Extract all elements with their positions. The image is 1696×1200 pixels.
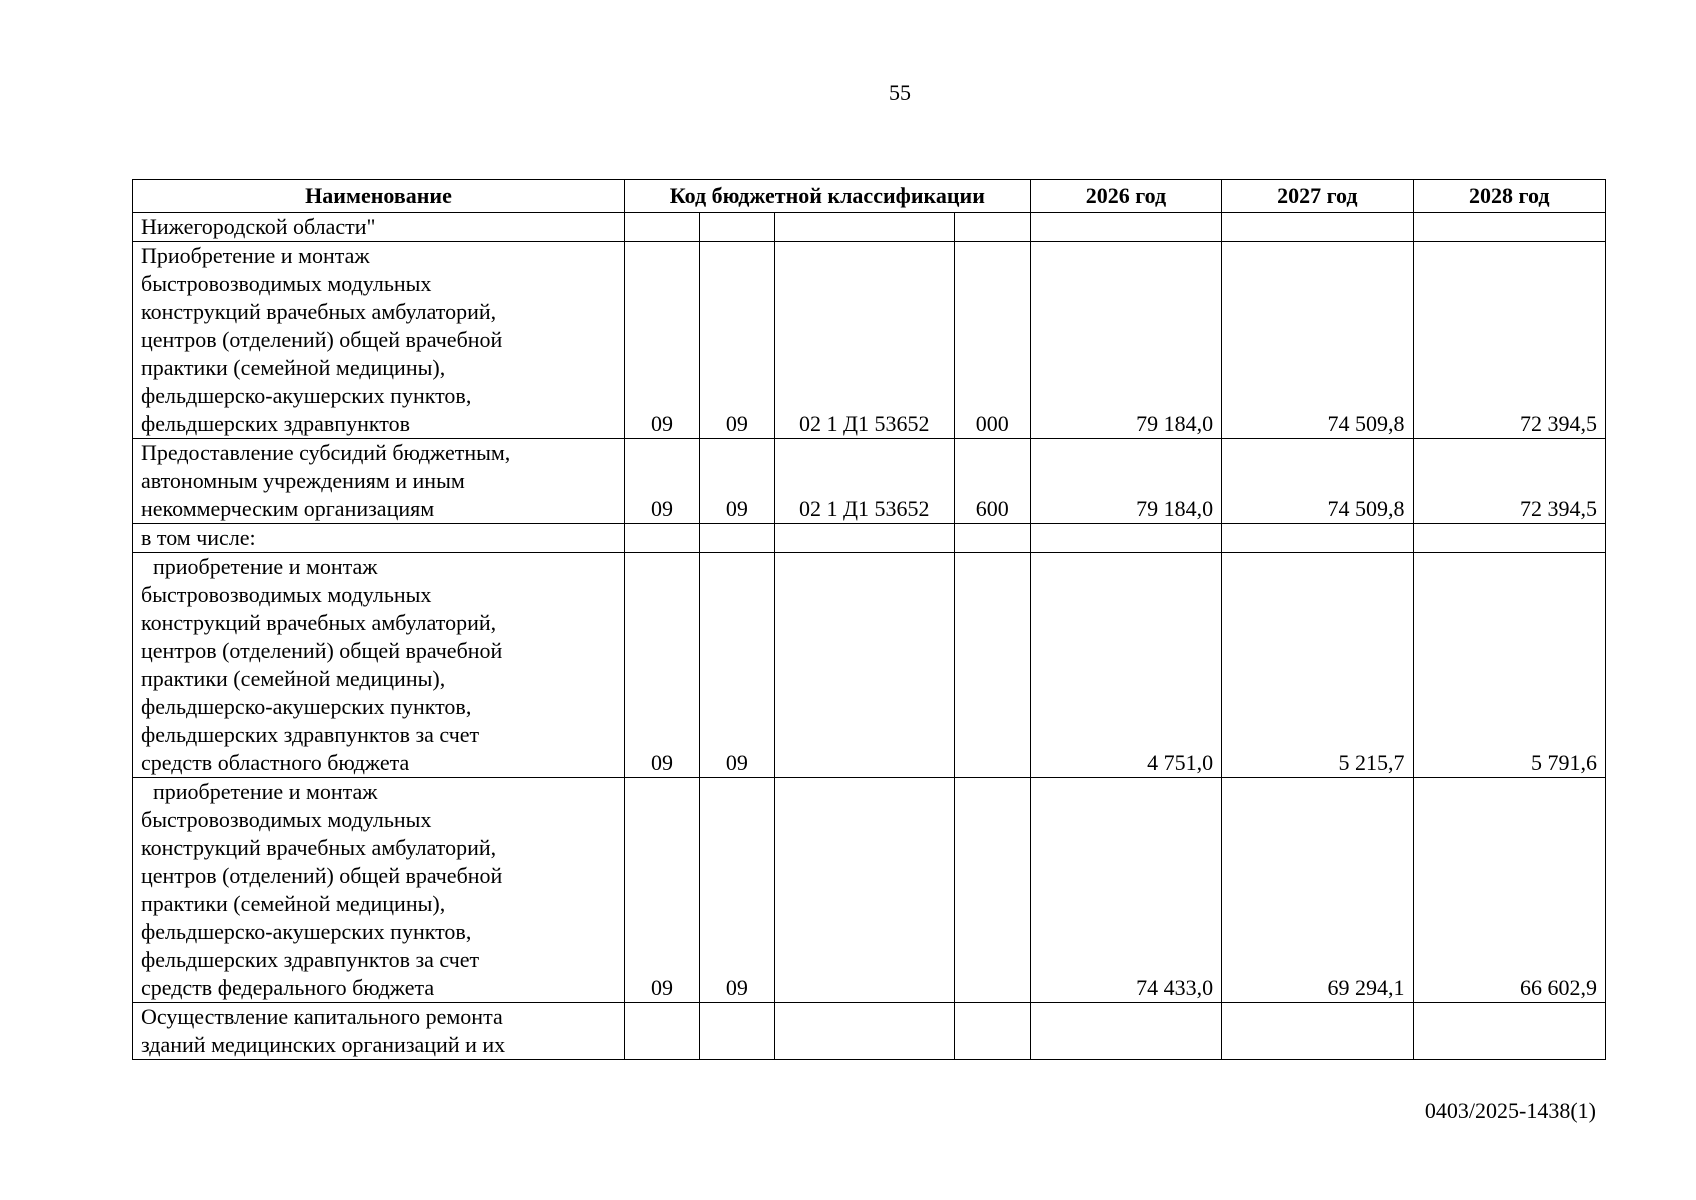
row-value-2028: 66 602,9 — [1413, 778, 1605, 1003]
table-row — [133, 778, 1606, 1003]
row-value-2027: 5 215,7 — [1222, 553, 1413, 778]
row-name: приобретение и монтаж быстровозводимых модульных конструкций врачебных амбулаторий, центров (отделений) общей врачебной практики (семейной медицины), фельдшерско-акушерских пунктов, фельдшерских здравпунктов за счет средств областного бюджета — [133, 553, 625, 778]
table-row — [133, 213, 1606, 242]
row-target-code — [774, 553, 954, 778]
row-value-2027: 69 294,1 — [1222, 778, 1413, 1003]
row-value-2028 — [1413, 524, 1605, 553]
row-name: Осуществление капитального ремонта зданий медицинских организаций и их — [133, 1003, 625, 1060]
row-subsection-code: 09 — [699, 778, 774, 1003]
row-expense-type-code: 000 — [954, 242, 1030, 439]
row-value-2026: 79 184,0 — [1030, 439, 1221, 524]
row-expense-type-code — [954, 778, 1030, 1003]
row-section-code: 09 — [625, 778, 700, 1003]
row-value-2028 — [1413, 1003, 1605, 1060]
row-subsection-code — [699, 213, 774, 242]
row-target-code: 02 1 Д1 53652 — [774, 242, 954, 439]
budget-table — [132, 179, 1606, 1060]
row-value-2027 — [1222, 213, 1413, 242]
row-value-2027: 74 509,8 — [1222, 439, 1413, 524]
row-target-code — [774, 524, 954, 553]
row-name: Предоставление субсидий бюджетным, автономным учреждениям и иным некоммерческим организациям — [133, 439, 625, 524]
row-value-2027 — [1222, 1003, 1413, 1060]
table-header-row — [133, 180, 1606, 213]
table-row — [133, 524, 1606, 553]
document-registration-code: 0403/2025-1438(1) — [1424, 1098, 1596, 1123]
row-subsection-code: 09 — [699, 439, 774, 524]
header-2028: 2028 год — [1413, 180, 1605, 213]
row-section-code: 09 — [625, 242, 700, 439]
header-name: Наименование — [133, 180, 625, 213]
row-value-2026 — [1030, 524, 1221, 553]
row-value-2026: 4 751,0 — [1030, 553, 1221, 778]
table-row — [133, 439, 1606, 524]
table-row — [133, 242, 1606, 439]
row-expense-type-code: 600 — [954, 439, 1030, 524]
row-expense-type-code — [954, 1003, 1030, 1060]
row-expense-type-code — [954, 524, 1030, 553]
row-subsection-code — [699, 524, 774, 553]
row-target-code — [774, 778, 954, 1003]
row-name: в том числе: — [133, 524, 625, 553]
row-value-2028: 72 394,5 — [1413, 439, 1605, 524]
row-name: приобретение и монтаж быстровозводимых модульных конструкций врачебных амбулаторий, центров (отделений) общей врачебной практики (семейной медицины), фельдшерско-акушерских пунктов, фельдшерских здравпунктов за счет средств федерального бюджета — [133, 778, 625, 1003]
row-value-2026: 79 184,0 — [1030, 242, 1221, 439]
row-section-code: 09 — [625, 553, 700, 778]
row-value-2028 — [1413, 213, 1605, 242]
row-subsection-code — [699, 1003, 774, 1060]
table-row — [133, 553, 1606, 778]
row-section-code — [625, 1003, 700, 1060]
row-name: Приобретение и монтаж быстровозводимых модульных конструкций врачебных амбулаторий, центров (отделений) общей врачебной практики (семейной медицины), фельдшерско-акушерских пунктов, фельдшерских здравпунктов — [133, 242, 625, 439]
table-row — [133, 1003, 1606, 1060]
row-expense-type-code — [954, 213, 1030, 242]
row-section-code — [625, 524, 700, 553]
row-target-code — [774, 1003, 954, 1060]
row-expense-type-code — [954, 553, 1030, 778]
row-value-2028: 5 791,6 — [1413, 553, 1605, 778]
header-2027: 2027 год — [1222, 180, 1413, 213]
row-value-2026: 74 433,0 — [1030, 778, 1221, 1003]
row-value-2027 — [1222, 524, 1413, 553]
header-2026: 2026 год — [1030, 180, 1221, 213]
row-target-code — [774, 213, 954, 242]
page-number: 55 — [889, 80, 911, 105]
row-subsection-code: 09 — [699, 553, 774, 778]
row-subsection-code: 09 — [699, 242, 774, 439]
header-code: Код бюджетной классификации — [625, 180, 1031, 213]
row-section-code — [625, 213, 700, 242]
row-value-2027: 74 509,8 — [1222, 242, 1413, 439]
row-value-2026 — [1030, 213, 1221, 242]
row-target-code: 02 1 Д1 53652 — [774, 439, 954, 524]
row-value-2026 — [1030, 1003, 1221, 1060]
row-name: Нижегородской области" — [133, 213, 625, 242]
row-section-code: 09 — [625, 439, 700, 524]
row-value-2028: 72 394,5 — [1413, 242, 1605, 439]
